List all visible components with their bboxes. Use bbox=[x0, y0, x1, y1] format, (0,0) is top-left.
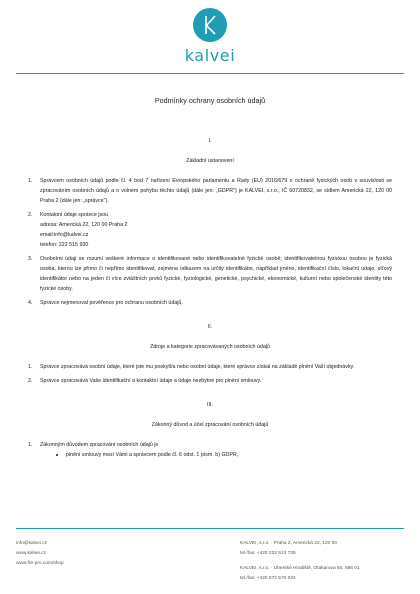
contact-address: adresa: Americká 22, 120 00 Praha 2 bbox=[40, 222, 128, 228]
document-body bbox=[28, 136, 392, 464]
document-title: Podmínky ochrany osobních údajů bbox=[154, 96, 266, 105]
section-number: I. bbox=[208, 138, 212, 144]
office-uh-phone: tel./fax: +420 572 570 034 bbox=[240, 576, 296, 581]
bullet-dot-icon bbox=[56, 454, 58, 456]
list-item-text: Správcem osobních údajů podle čl. 4 bod 7 nařízení Evropského parlamentu a Rady (EU) 2016/679 o ochraně fyzických osob v souvislosti se zpracováním osobních údajů a o volném pohybu těchto údajů (dále jen: „GDPR") je KALVEI, s.r.o., IČ 60720832, se sídlem Americká 22, 120 00 Praha 2 (dále jen: „správce"). bbox=[40, 178, 392, 204]
list-item-text: Správce nejmenoval pověřence pro ochranu osobních údajů. bbox=[40, 300, 183, 306]
section-1-list bbox=[28, 176, 392, 308]
list-item: 1. Správce zpracovává osobní údaje, které jste mu poskytl/a nebo osobní údaje, které správce získal na základě plnění Vaší objednávky. bbox=[28, 364, 355, 370]
list-item-text: Správce zpracovává Vaše identifikační a kontaktní údaje a údaje nezbytné pro plnění smlouvy. bbox=[40, 378, 262, 384]
list-item: 4. Správce nejmenoval pověřence pro ochranu osobních údajů. bbox=[28, 300, 183, 306]
kalvei-logo bbox=[172, 8, 248, 65]
footer-offices bbox=[240, 539, 360, 584]
contact-phone: telefon: 222 515 930 bbox=[40, 242, 89, 248]
list-item: 2. Správce zpracovává Vaše identifikační a kontaktní údaje a údaje nezbytné pro plnění smlouvy. bbox=[28, 378, 262, 384]
list-item-text: Správce zpracovává osobní údaje, které jste mu poskytl/a nebo osobní údaje, které správce získal na základě plnění Vaší objednávky. bbox=[40, 364, 355, 370]
logo-wordmark: kalvei bbox=[184, 46, 236, 65]
logo-k-icon bbox=[193, 8, 227, 42]
footer-email-link[interactable]: info@kalvei.cz bbox=[16, 541, 47, 546]
contact-heading: Kontaktní údaje správce jsou bbox=[40, 212, 109, 218]
section-title: Zákonný důvod a účel zpracování osobních údajů bbox=[151, 422, 269, 428]
list-item: 1. Správcem osobních údajů podle čl. 4 bod 7 nařízení Evropského parlamentu a Rady (EU) 2016/679 o ochraně fyzických osob v souvislosti se zpracováním osobních údajů a o volném pohybu těchto údajů (dále jen: „GDPR") je KALVEI, s.r.o., IČ 60720832, se sídlem Americká 22, 120 00 Praha 2 (dále jen: „správce"). bbox=[28, 178, 392, 204]
footer-shop-link[interactable]: www.fre-pro.com/shop bbox=[16, 561, 64, 566]
footer-divider bbox=[16, 528, 404, 529]
bullet-item: plnění smlouvy mezi Vámi a správcem podle čl. 6 odst. 1 písm. b) GDPR, bbox=[40, 450, 392, 460]
header-divider bbox=[16, 73, 404, 74]
section-title: Základní ustanovení bbox=[186, 158, 234, 164]
section-title: Zdroje a kategorie zpracovávaných osobních údajů bbox=[150, 344, 270, 350]
bullet-list bbox=[40, 450, 392, 460]
office-praha-phone: tel./fax: +420 222 513 735 bbox=[240, 551, 296, 556]
section-2-list bbox=[28, 362, 392, 386]
section-number: III. bbox=[207, 402, 213, 408]
list-item: 3. Osobními údaji se rozumí veškeré informace o identifikované nebo identifikovatelné fyzické osobě; identifikovatelnou fyzickou osobou je fyzická osoba, kterou lze přímo či nepřímo identifikovat, zejména odkazem na určitý identifikátor, například jméno, identifikační číslo, lokační údaje, síťový identifikátor nebo na jeden či více zvláštních prvků fyzické, fyziologické, genetické, psychické, ekonomické, kulturní nebo společenské identity této fyzické osoby. bbox=[28, 256, 392, 292]
office-uh-address: KALVEI, s.r.o. · Uherské Hradiště, Otakarova 84, 686 01 bbox=[240, 566, 360, 571]
list-item-text: Osobními údaji se rozumí veškeré informace o identifikované nebo identifikovatelné fyzické osobě; identifikovatelnou fyzickou osobou je fyzická osoba, kterou lze přímo či nepřímo identifikovat, zejména odkazem na určitý identifikátor, například jméno, identifikační číslo, lokační údaje, síťový identifikátor nebo na jeden či více zvláštních prvků fyzické, fyziologické, genetické, psychické, ekonomické, kulturní nebo společenské identity této fyzické osoby. bbox=[40, 256, 392, 292]
list-item: 2. Kontaktní údaje správce jsou adresa: Americká 22, 120 00 Praha 2 email:info@kalvei.cz telefon: 222 515 930 bbox=[28, 210, 392, 250]
office-praha-address: KALVEI, s.r.o. · Praha 2, Americká 22, 120 00 bbox=[240, 541, 337, 546]
section-number: II. bbox=[207, 324, 213, 330]
footer-website-link[interactable]: www.kalvei.cz bbox=[16, 551, 46, 556]
contact-email: email:info@kalvei.cz bbox=[40, 232, 89, 238]
section-3-list bbox=[28, 440, 392, 460]
footer-contacts bbox=[16, 539, 64, 569]
list-item-text: Zákonným důvodem zpracování osobních údajů je bbox=[40, 442, 159, 448]
list-item: 1. Zákonným důvodem zpracování osobních údajů je plnění smlouvy mezi Vámi a správcem podle čl. 6 odst. 1 písm. b) GDPR, bbox=[28, 440, 392, 460]
